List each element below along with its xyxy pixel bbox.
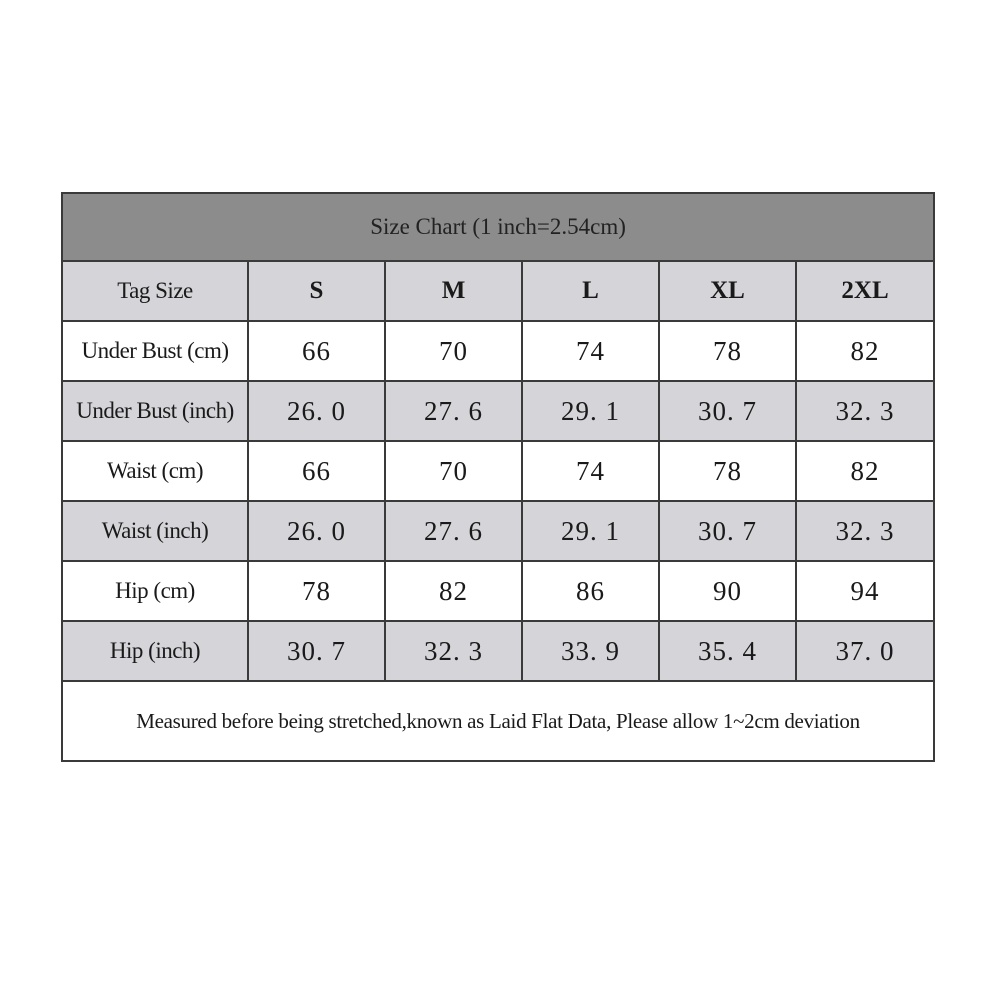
column-header-xl: XL: [659, 261, 796, 321]
table-cell: 26. 0: [248, 501, 385, 561]
table-cell: 82: [796, 321, 934, 381]
table-cell: 86: [522, 561, 659, 621]
column-header-l: L: [522, 261, 659, 321]
row-label: Waist (cm): [62, 441, 248, 501]
table-cell: 82: [796, 441, 934, 501]
table-cell: 74: [522, 441, 659, 501]
table-row: [62, 561, 934, 621]
table-cell: 78: [659, 441, 796, 501]
table-cell: 32. 3: [796, 501, 934, 561]
measurement-note: Measured before being stretched,known as Laid Flat Data, Please allow 1~2cm deviation: [62, 681, 934, 761]
row-label: Hip (inch): [62, 621, 248, 681]
column-header-2xl: 2XL: [796, 261, 934, 321]
row-label: Under Bust (inch): [62, 381, 248, 441]
row-label: Under Bust (cm): [62, 321, 248, 381]
table-cell: 74: [522, 321, 659, 381]
table-cell: 30. 7: [248, 621, 385, 681]
tag-size-header: Tag Size: [62, 261, 248, 321]
table-cell: 78: [659, 321, 796, 381]
table-cell: 33. 9: [522, 621, 659, 681]
chart-title: Size Chart (1 inch=2.54cm): [62, 193, 934, 261]
table-cell: 94: [796, 561, 934, 621]
table-row: [62, 321, 934, 381]
table-cell: 78: [248, 561, 385, 621]
note-row: [62, 681, 934, 761]
table-row: [62, 501, 934, 561]
table-cell: 27. 6: [385, 501, 522, 561]
table-cell: 66: [248, 441, 385, 501]
table-cell: 27. 6: [385, 381, 522, 441]
table-cell: 90: [659, 561, 796, 621]
table-row: [62, 381, 934, 441]
column-header-s: S: [248, 261, 385, 321]
table-cell: 30. 7: [659, 501, 796, 561]
table-cell: 26. 0: [248, 381, 385, 441]
table-cell: 82: [385, 561, 522, 621]
row-label: Waist (inch): [62, 501, 248, 561]
table-cell: 37. 0: [796, 621, 934, 681]
column-header-m: M: [385, 261, 522, 321]
table-row: [62, 621, 934, 681]
table-row: [62, 441, 934, 501]
table-cell: 30. 7: [659, 381, 796, 441]
table-cell: 66: [248, 321, 385, 381]
title-row: [62, 193, 934, 261]
row-label: Hip (cm): [62, 561, 248, 621]
table-cell: 32. 3: [796, 381, 934, 441]
table-cell: 70: [385, 441, 522, 501]
table-cell: 29. 1: [522, 501, 659, 561]
table-cell: 32. 3: [385, 621, 522, 681]
header-row: [62, 261, 934, 321]
table-cell: 70: [385, 321, 522, 381]
table-cell: 29. 1: [522, 381, 659, 441]
table-cell: 35. 4: [659, 621, 796, 681]
size-chart-table: [61, 192, 935, 762]
